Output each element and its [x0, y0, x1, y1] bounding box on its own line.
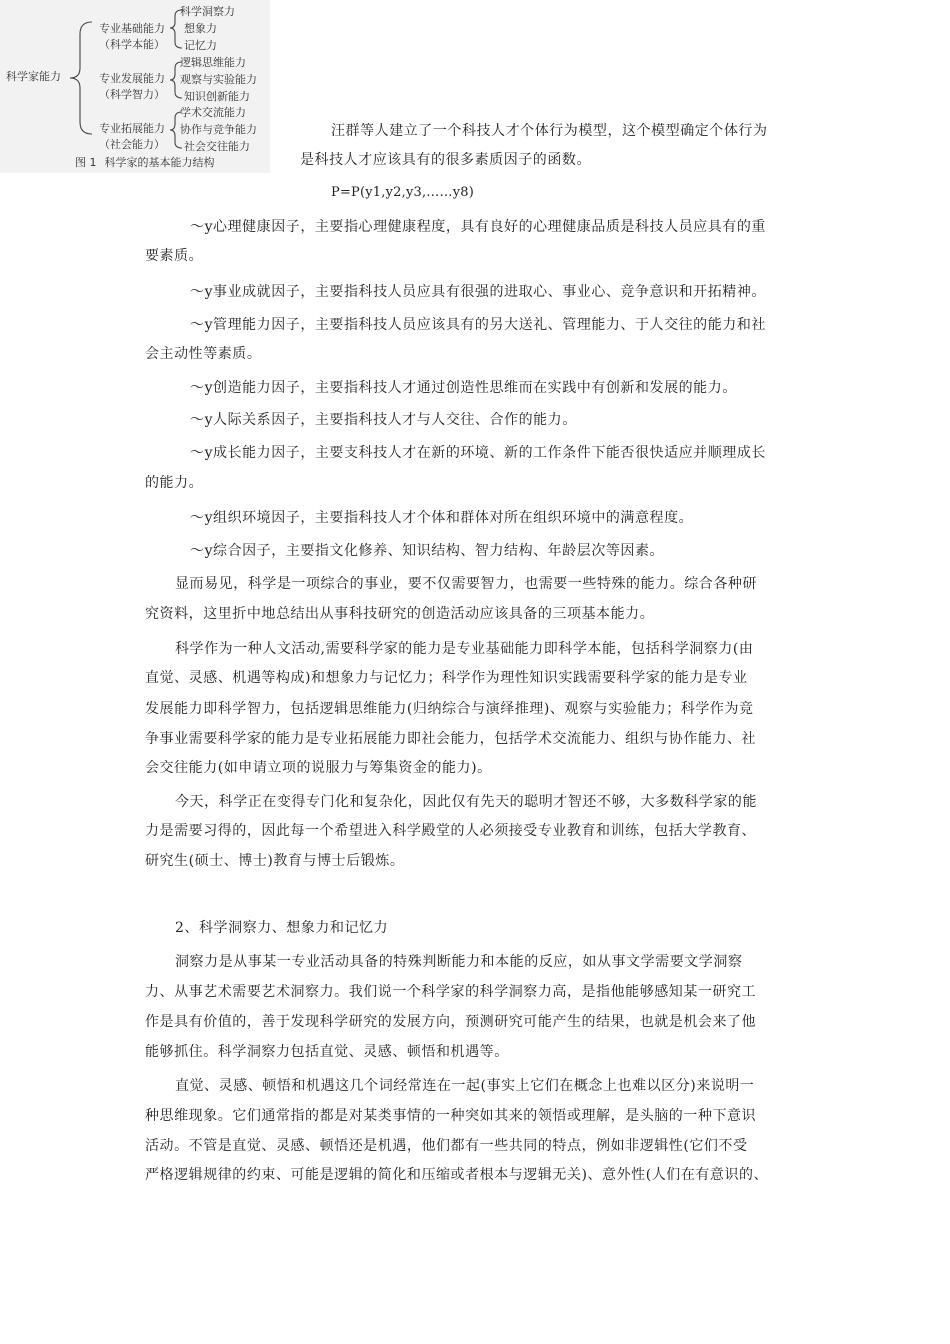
paragraph-line: 究资料，这里折中地总结出从事科技研究的创造活动应该具备的三项基本能力。 [145, 606, 655, 622]
factor-item [190, 282, 766, 302]
paragraph-line: 洞察力是从事某一专业活动具备的特殊判断能力和本能的反应，如从事文学需要文学洞察 [175, 954, 743, 970]
group2-item: 知识创新能力 [184, 90, 250, 103]
factor-item [190, 410, 577, 430]
tilde-mark: ～ [190, 219, 205, 235]
factor-text: 心理健康因子，主要指心理健康程度，具有良好的心理健康品质是科技人员应具有的重 [213, 219, 766, 235]
paragraph-line: 直觉、灵感、顿悟和机遇这几个词经常连在一起(事实上它们在概念上也难以区分)来说明一 [175, 1078, 755, 1094]
paragraph-line: 今天，科学正在变得专门化和复杂化，因此仅有先天的聪明才智还不够，大多数科学家的能 [175, 794, 757, 810]
main-brace [70, 22, 92, 134]
paragraph-line: 会交往能力(如申请立项的说服力与筹集资金的能力)。 [145, 760, 492, 776]
factor-continuation: 要素质。 [145, 248, 204, 264]
factor-continuation: 的能力。 [145, 475, 204, 491]
paragraph-line: 力是需要习得的，因此每一个希望进入科学殿堂的人必须接受专业教育和训练，包括大学教育、 [145, 823, 757, 839]
paragraph-line: 活动。不管是直觉、灵感、顿悟还是机遇，他们都有一些共同的特点，例如非逻辑性(它们不受 [145, 1138, 748, 1154]
factor-item [190, 378, 737, 398]
ability-structure-figure [0, 0, 270, 173]
tilde-mark: ～ [190, 543, 205, 559]
figure-caption-number: 图 1 [75, 156, 97, 169]
factor-var: y [204, 284, 214, 300]
group3-sub: （社会能力） [99, 138, 165, 151]
group2-sub: （科学智力） [99, 88, 165, 101]
factor-var: y [204, 219, 214, 235]
group1-name: 专业基础能力 [99, 22, 165, 35]
factor-var: y [204, 510, 214, 526]
figure-caption-text: 科学家的基本能力结构 [104, 156, 215, 169]
group3-item: 协作与竞争能力 [180, 123, 257, 136]
factor-var: y [204, 445, 214, 461]
paragraph-line: 力、从事艺术需要艺术洞察力。我们说一个科学家的科学洞察力高，是指他能够感知某一研究工 [145, 984, 757, 1000]
factor-var: y [204, 543, 214, 559]
group3-item: 社会交往能力 [184, 140, 250, 153]
paragraph-line: 严格逻辑规律的约束、可能是逻辑的简化和压缩或者根本与逻辑无关)、意外性(人们在有意识的、 [145, 1167, 769, 1183]
factor-var: y [204, 412, 214, 428]
group1-item: 记忆力 [184, 39, 217, 52]
paragraph-line: 能够抓住。科学洞察力包括直觉、灵感、顿悟和机遇等。 [145, 1044, 509, 1060]
intro-line: 汪群等人建立了一个科技人才个体行为模型，这个模型确定个体行为 [331, 123, 768, 139]
paragraph-line: 科学作为一种人文活动,需要科学家的能力是专业基础能力即科学本能，包括科学洞察力(由 [175, 641, 754, 657]
paragraph-line: 显而易见，科学是一项综合的事业，要不仅需要智力，也需要一些特殊的能力。综合各种研 [175, 576, 757, 592]
factor-text: 人际关系因子，主要指科技人才与人交往、合作的能力。 [213, 412, 577, 428]
group1-sub: （科学本能） [99, 38, 165, 51]
factor-item [190, 315, 766, 335]
factor-text: 管理能力因子，主要指科技人员应该具有的另大送礼、管理能力、于人交往的能力和社 [213, 317, 766, 333]
figure-caption [75, 154, 223, 170]
group3-item: 学术交流能力 [180, 106, 246, 119]
group3-name: 专业拓展能力 [99, 122, 165, 135]
tilde-mark: ～ [190, 380, 205, 396]
group1-item: 科学洞察力 [180, 5, 235, 18]
factor-text: 组织环境因子，主要指科技人才个体和群体对所在组织环境中的满意程度。 [213, 510, 694, 526]
paragraph-line: 研究生(硕士、博士)教育与博士后锻炼。 [145, 853, 405, 869]
formula: P=P(y1,y2,y3,……y8) [331, 185, 474, 200]
figure-root-label: 科学家能力 [6, 70, 61, 83]
tilde-mark: ～ [190, 412, 205, 428]
factor-text: 成长能力因子，主要支科技人才在新的环境、新的工作条件下能否很快适应并顺理成长 [213, 445, 766, 461]
factor-item [190, 541, 664, 561]
factor-item [190, 443, 766, 463]
factor-text: 创造能力因子，主要指科技人才通过创造性思维而在实践中有创新和发展的能力。 [213, 380, 737, 396]
paragraph-line: 作是具有价值的，善于发现科学研究的发展方向，预测研究可能产生的结果，也就是机会来了他 [145, 1014, 757, 1030]
tilde-mark: ～ [190, 510, 205, 526]
paragraph-line: 发展能力即科学智力，包括逻辑思维能力(归纳综合与演绎推理)、观察与实验能力；科学作为竞 [145, 701, 754, 717]
tilde-mark: ～ [190, 284, 205, 300]
group2-item: 观察与实验能力 [180, 73, 257, 86]
intro-line: 是科技人才应该具有的很多素质因子的函数。 [300, 152, 591, 168]
factor-item [190, 508, 693, 528]
group2-item: 逻辑思维能力 [180, 56, 246, 69]
paragraph-line: 直觉、灵感、机遇等构成)和想象力与记忆力；科学作为理性知识实践需要科学家的能力是专业 [145, 670, 748, 686]
group1-item: 想象力 [184, 22, 217, 35]
factor-continuation: 会主动性等素质。 [145, 346, 262, 362]
factor-var: y [204, 380, 214, 396]
factor-text: 事业成就因子，主要指科技人员应具有很强的进取心、事业心、竞争意识和开拓精神。 [213, 284, 766, 300]
paragraph-line: 争事业需要科学家的能力是专业拓展能力即社会能力，包括学术交流能力、组织与协作能力、社 [145, 731, 757, 747]
factor-text: 综合因子，主要指文化修养、知识结构、智力结构、年龄层次等因素。 [213, 543, 665, 559]
factor-item [190, 217, 766, 237]
tilde-mark: ～ [190, 445, 205, 461]
group2-name: 专业发展能力 [99, 72, 165, 85]
tilde-mark: ～ [190, 317, 205, 333]
section-heading: 2、科学洞察力、想象力和记忆力 [175, 920, 389, 936]
paragraph-line: 种思维现象。它们通常指的都是对某类事情的一种突如其来的领悟或理解，是头脑的一种下意识 [145, 1108, 757, 1124]
factor-var: y [204, 317, 214, 333]
